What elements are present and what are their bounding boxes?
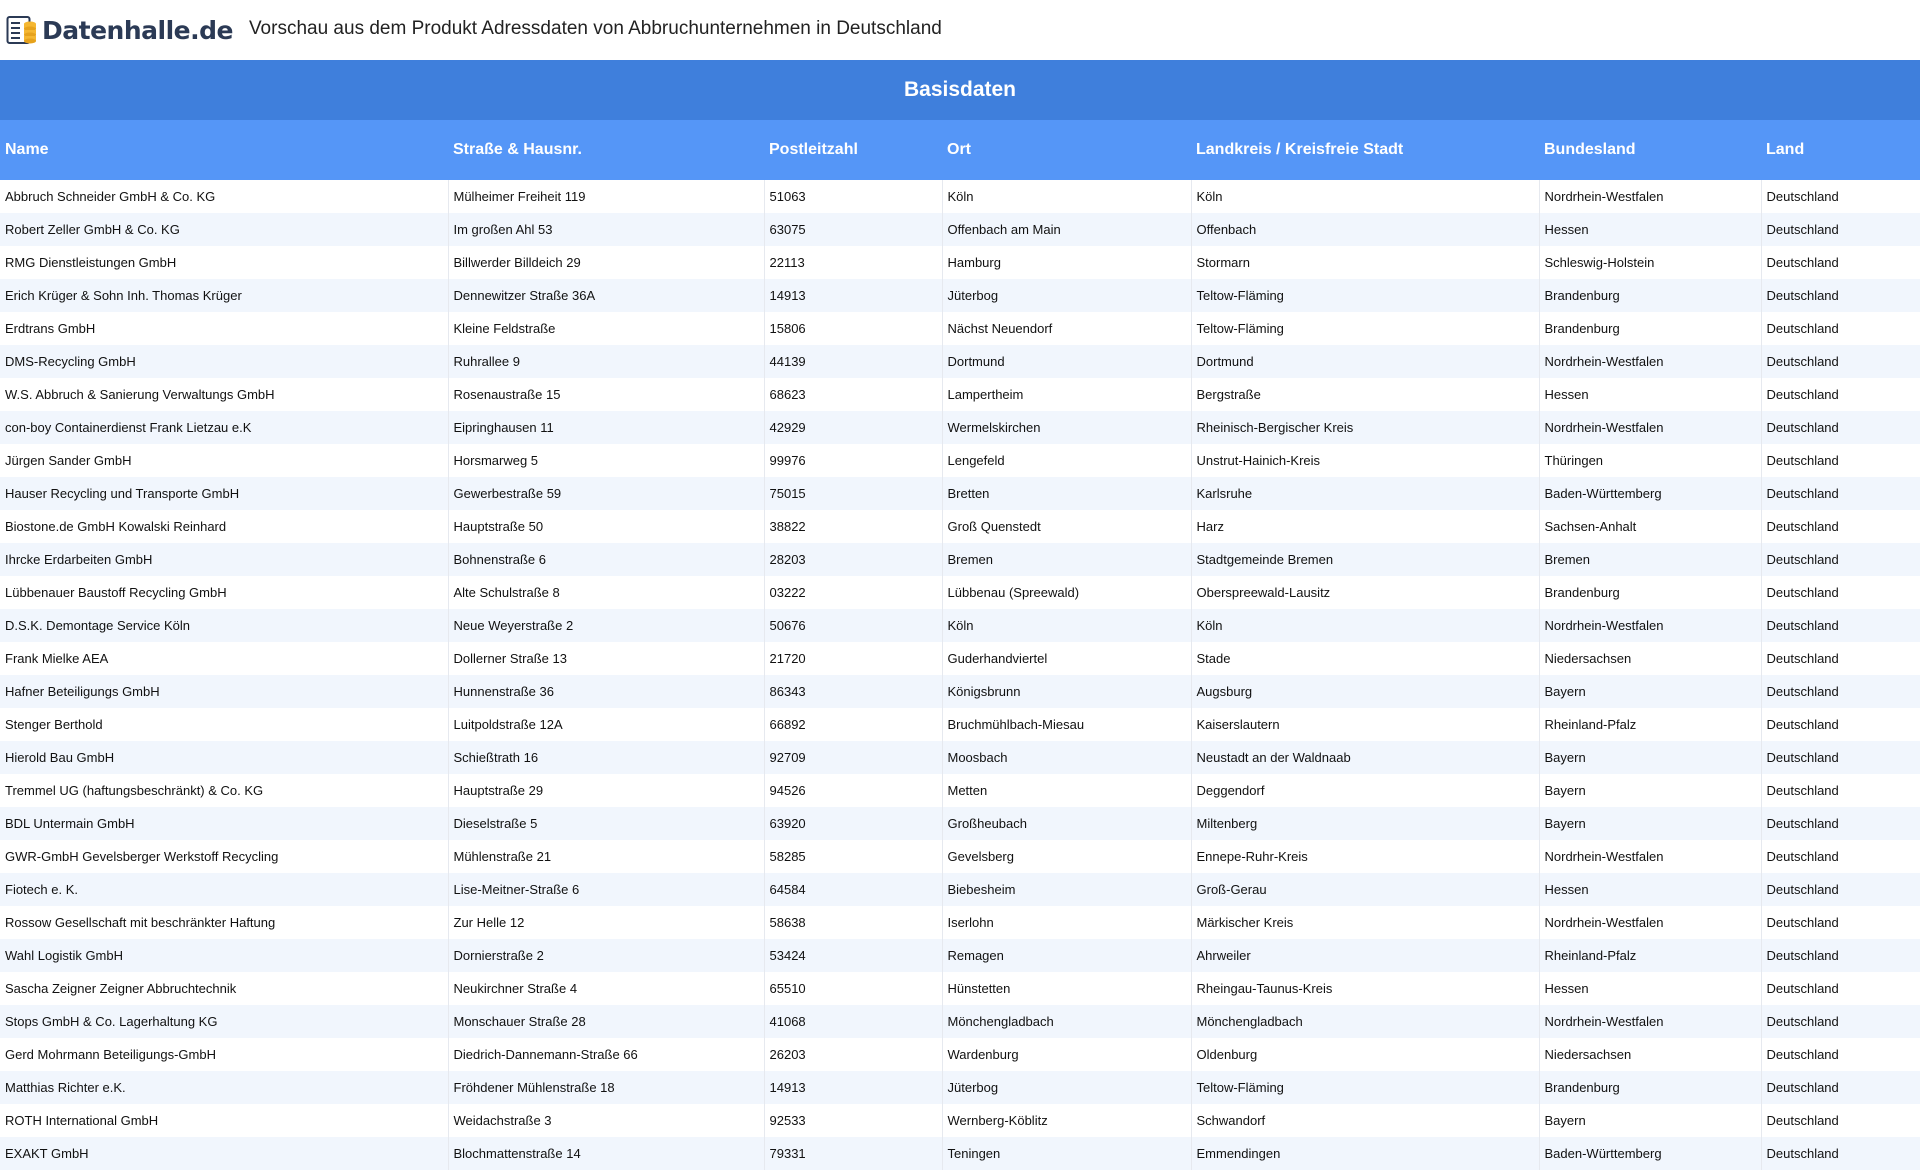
cell-name: Sascha Zeigner Zeigner Abbruchtechnik [0, 972, 448, 1005]
column-header-city[interactable]: Ort [942, 120, 1191, 180]
cell-postal-code: 66892 [764, 708, 942, 741]
cell-country: Deutschland [1761, 246, 1920, 279]
cell-postal-code: 26203 [764, 1038, 942, 1071]
cell-street: Im großen Ahl 53 [448, 213, 764, 246]
cell-street: Dennewitzer Straße 36A [448, 279, 764, 312]
table-row [0, 510, 1920, 543]
table-row [0, 213, 1920, 246]
cell-country: Deutschland [1761, 1137, 1920, 1170]
cell-postal-code: 53424 [764, 939, 942, 972]
cell-state: Hessen [1539, 972, 1761, 1005]
cell-postal-code: 21720 [764, 642, 942, 675]
cell-street: Gewerbestraße 59 [448, 477, 764, 510]
cell-city: Hünstetten [942, 972, 1191, 1005]
cell-city: Moosbach [942, 741, 1191, 774]
cell-street: Zur Helle 12 [448, 906, 764, 939]
cell-street: Billwerder Billdeich 29 [448, 246, 764, 279]
cell-district: Groß-Gerau [1191, 873, 1539, 906]
cell-city: Remagen [942, 939, 1191, 972]
cell-district: Teltow-Fläming [1191, 279, 1539, 312]
table-row [0, 609, 1920, 642]
cell-city: Offenbach am Main [942, 213, 1191, 246]
cell-country: Deutschland [1761, 576, 1920, 609]
cell-country: Deutschland [1761, 543, 1920, 576]
cell-street: Mühlenstraße 21 [448, 840, 764, 873]
table-row [0, 1005, 1920, 1038]
table-row [0, 1038, 1920, 1071]
cell-district: Augsburg [1191, 675, 1539, 708]
cell-district: Teltow-Fläming [1191, 1071, 1539, 1104]
cell-city: Teningen [942, 1137, 1191, 1170]
cell-name: Frank Mielke AEA [0, 642, 448, 675]
cell-name: con-boy Containerdienst Frank Lietzau e.K [0, 411, 448, 444]
cell-district: Emmendingen [1191, 1137, 1539, 1170]
cell-postal-code: 38822 [764, 510, 942, 543]
cell-postal-code: 58285 [764, 840, 942, 873]
cell-postal-code: 63075 [764, 213, 942, 246]
cell-postal-code: 92709 [764, 741, 942, 774]
cell-district: Kaiserslautern [1191, 708, 1539, 741]
cell-country: Deutschland [1761, 1005, 1920, 1038]
cell-state: Sachsen-Anhalt [1539, 510, 1761, 543]
table-row [0, 873, 1920, 906]
cell-city: Metten [942, 774, 1191, 807]
cell-city: Wernberg-Köblitz [942, 1104, 1191, 1137]
table-row [0, 576, 1920, 609]
cell-country: Deutschland [1761, 1038, 1920, 1071]
cell-street: Ruhrallee 9 [448, 345, 764, 378]
cell-country: Deutschland [1761, 642, 1920, 675]
table-row [0, 543, 1920, 576]
cell-district: Mönchengladbach [1191, 1005, 1539, 1038]
cell-city: Wermelskirchen [942, 411, 1191, 444]
cell-country: Deutschland [1761, 444, 1920, 477]
cell-name: Ihrcke Erdarbeiten GmbH [0, 543, 448, 576]
cell-state: Brandenburg [1539, 279, 1761, 312]
cell-name: Rossow Gesellschaft mit beschränkter Haftung [0, 906, 448, 939]
cell-district: Neustadt an der Waldnaab [1191, 741, 1539, 774]
cell-street: Blochmattenstraße 14 [448, 1137, 764, 1170]
cell-district: Köln [1191, 609, 1539, 642]
column-header-state[interactable]: Bundesland [1539, 120, 1761, 180]
cell-name: Matthias Richter e.K. [0, 1071, 448, 1104]
cell-state: Hessen [1539, 378, 1761, 411]
cell-district: Oldenburg [1191, 1038, 1539, 1071]
cell-postal-code: 75015 [764, 477, 942, 510]
cell-country: Deutschland [1761, 840, 1920, 873]
cell-street: Kleine Feldstraße [448, 312, 764, 345]
cell-state: Thüringen [1539, 444, 1761, 477]
cell-city: Groß Quenstedt [942, 510, 1191, 543]
table-row [0, 708, 1920, 741]
cell-name: Stenger Berthold [0, 708, 448, 741]
table-row [0, 411, 1920, 444]
cell-city: Bremen [942, 543, 1191, 576]
cell-state: Niedersachsen [1539, 642, 1761, 675]
cell-postal-code: 64584 [764, 873, 942, 906]
cell-name: Erdtrans GmbH [0, 312, 448, 345]
cell-city: Lengefeld [942, 444, 1191, 477]
cell-country: Deutschland [1761, 1071, 1920, 1104]
cell-city: Köln [942, 609, 1191, 642]
cell-name: Biostone.de GmbH Kowalski Reinhard [0, 510, 448, 543]
cell-state: Rheinland-Pfalz [1539, 939, 1761, 972]
table-row [0, 1071, 1920, 1104]
cell-state: Schleswig-Holstein [1539, 246, 1761, 279]
cell-district: Schwandorf [1191, 1104, 1539, 1137]
cell-name: Lübbenauer Baustoff Recycling GmbH [0, 576, 448, 609]
cell-country: Deutschland [1761, 345, 1920, 378]
cell-district: Ennepe-Ruhr-Kreis [1191, 840, 1539, 873]
cell-district: Teltow-Fläming [1191, 312, 1539, 345]
cell-street: Neukirchner Straße 4 [448, 972, 764, 1005]
cell-name: GWR-GmbH Gevelsberger Werkstoff Recycling [0, 840, 448, 873]
cell-name: ROTH International GmbH [0, 1104, 448, 1137]
cell-name: Abbruch Schneider GmbH & Co. KG [0, 180, 448, 213]
table-row [0, 477, 1920, 510]
cell-city: Großheubach [942, 807, 1191, 840]
cell-state: Brandenburg [1539, 1071, 1761, 1104]
cell-district: Ahrweiler [1191, 939, 1539, 972]
cell-name: BDL Untermain GmbH [0, 807, 448, 840]
cell-state: Rheinland-Pfalz [1539, 708, 1761, 741]
cell-name: DMS-Recycling GmbH [0, 345, 448, 378]
cell-street: Bohnenstraße 6 [448, 543, 764, 576]
page-title: Vorschau aus dem Produkt Adressdaten von Abbruchunternehmen in Deutschland [248, 18, 942, 39]
cell-city: Guderhandviertel [942, 642, 1191, 675]
column-header-district[interactable]: Landkreis / Kreisfreie Stadt [1191, 120, 1539, 180]
table-row [0, 312, 1920, 345]
cell-name: Hierold Bau GmbH [0, 741, 448, 774]
cell-street: Dornierstraße 2 [448, 939, 764, 972]
cell-country: Deutschland [1761, 180, 1920, 213]
cell-district: Rheinisch-Bergischer Kreis [1191, 411, 1539, 444]
cell-name: Stops GmbH & Co. Lagerhaltung KG [0, 1005, 448, 1038]
cell-district: Dortmund [1191, 345, 1539, 378]
cell-street: Hunnenstraße 36 [448, 675, 764, 708]
cell-state: Nordrhein-Westfalen [1539, 1005, 1761, 1038]
section-title: Basisdaten [903, 78, 1017, 101]
cell-state: Baden-Württemberg [1539, 477, 1761, 510]
cell-postal-code: 22113 [764, 246, 942, 279]
cell-street: Luitpoldstraße 12A [448, 708, 764, 741]
cell-postal-code: 41068 [764, 1005, 942, 1038]
cell-state: Hessen [1539, 213, 1761, 246]
cell-country: Deutschland [1761, 939, 1920, 972]
cell-district: Unstrut-Hainich-Kreis [1191, 444, 1539, 477]
cell-city: Wardenburg [942, 1038, 1191, 1071]
table-row [0, 345, 1920, 378]
cell-district: Bergstraße [1191, 378, 1539, 411]
cell-street: Fröhdener Mühlenstraße 18 [448, 1071, 764, 1104]
cell-postal-code: 14913 [764, 1071, 942, 1104]
database-logo-icon [6, 13, 38, 47]
table-body [0, 180, 1920, 1170]
table-row [0, 675, 1920, 708]
cell-name: RMG Dienstleistungen GmbH [0, 246, 448, 279]
cell-city: Hamburg [942, 246, 1191, 279]
table-row [0, 642, 1920, 675]
cell-postal-code: 50676 [764, 609, 942, 642]
cell-street: Diedrich-Dannemann-Straße 66 [448, 1038, 764, 1071]
cell-street: Rosenaustraße 15 [448, 378, 764, 411]
cell-state: Niedersachsen [1539, 1038, 1761, 1071]
cell-country: Deutschland [1761, 675, 1920, 708]
cell-state: Brandenburg [1539, 576, 1761, 609]
cell-state: Nordrhein-Westfalen [1539, 345, 1761, 378]
cell-postal-code: 03222 [764, 576, 942, 609]
cell-state: Nordrhein-Westfalen [1539, 840, 1761, 873]
cell-city: Iserlohn [942, 906, 1191, 939]
cell-city: Nächst Neuendorf [942, 312, 1191, 345]
top-bar [0, 0, 1920, 60]
cell-city: Bruchmühlbach-Miesau [942, 708, 1191, 741]
cell-name: Robert Zeller GmbH & Co. KG [0, 213, 448, 246]
cell-name: Hauser Recycling und Transporte GmbH [0, 477, 448, 510]
cell-country: Deutschland [1761, 906, 1920, 939]
cell-country: Deutschland [1761, 774, 1920, 807]
cell-street: Dieselstraße 5 [448, 807, 764, 840]
cell-street: Eipringhausen 11 [448, 411, 764, 444]
table-row [0, 939, 1920, 972]
table-header-row [0, 120, 1920, 180]
cell-city: Mönchengladbach [942, 1005, 1191, 1038]
cell-district: Märkischer Kreis [1191, 906, 1539, 939]
cell-city: Lampertheim [942, 378, 1191, 411]
cell-country: Deutschland [1761, 609, 1920, 642]
cell-state: Bayern [1539, 741, 1761, 774]
table-row [0, 1104, 1920, 1137]
cell-district: Oberspreewald-Lausitz [1191, 576, 1539, 609]
cell-postal-code: 94526 [764, 774, 942, 807]
table-row [0, 180, 1920, 213]
cell-city: Jüterbog [942, 279, 1191, 312]
cell-district: Stade [1191, 642, 1539, 675]
column-header-name[interactable]: Name [0, 120, 448, 180]
cell-city: Bretten [942, 477, 1191, 510]
table-row [0, 906, 1920, 939]
cell-postal-code: 68623 [764, 378, 942, 411]
cell-district: Stadtgemeinde Bremen [1191, 543, 1539, 576]
cell-district: Köln [1191, 180, 1539, 213]
cell-district: Stormarn [1191, 246, 1539, 279]
cell-street: Lise-Meitner-Straße 6 [448, 873, 764, 906]
cell-country: Deutschland [1761, 510, 1920, 543]
cell-state: Nordrhein-Westfalen [1539, 180, 1761, 213]
cell-city: Königsbrunn [942, 675, 1191, 708]
cell-country: Deutschland [1761, 972, 1920, 1005]
cell-district: Harz [1191, 510, 1539, 543]
table-row [0, 378, 1920, 411]
address-table [0, 120, 1920, 1170]
cell-street: Mülheimer Freiheit 119 [448, 180, 764, 213]
cell-street: Alte Schulstraße 8 [448, 576, 764, 609]
cell-street: Schießtrath 16 [448, 741, 764, 774]
cell-street: Monschauer Straße 28 [448, 1005, 764, 1038]
cell-country: Deutschland [1761, 213, 1920, 246]
cell-country: Deutschland [1761, 279, 1920, 312]
cell-postal-code: 79331 [764, 1137, 942, 1170]
logo-text: Datenhalle.de [42, 15, 233, 45]
cell-street: Dollerner Straße 13 [448, 642, 764, 675]
cell-country: Deutschland [1761, 741, 1920, 774]
cell-street: Hauptstraße 29 [448, 774, 764, 807]
cell-name: Erich Krüger & Sohn Inh. Thomas Krüger [0, 279, 448, 312]
cell-postal-code: 28203 [764, 543, 942, 576]
cell-street: Weidachstraße 3 [448, 1104, 764, 1137]
cell-city: Biebesheim [942, 873, 1191, 906]
cell-state: Baden-Württemberg [1539, 1137, 1761, 1170]
cell-state: Nordrhein-Westfalen [1539, 906, 1761, 939]
column-header-country[interactable]: Land [1761, 120, 1920, 180]
cell-postal-code: 44139 [764, 345, 942, 378]
cell-state: Brandenburg [1539, 312, 1761, 345]
cell-country: Deutschland [1761, 873, 1920, 906]
cell-name: Wahl Logistik GmbH [0, 939, 448, 972]
cell-postal-code: 65510 [764, 972, 942, 1005]
cell-country: Deutschland [1761, 477, 1920, 510]
cell-name: EXAKT GmbH [0, 1137, 448, 1170]
cell-postal-code: 51063 [764, 180, 942, 213]
cell-country: Deutschland [1761, 1104, 1920, 1137]
cell-district: Rheingau-Taunus-Kreis [1191, 972, 1539, 1005]
cell-state: Bayern [1539, 1104, 1761, 1137]
cell-state: Nordrhein-Westfalen [1539, 411, 1761, 444]
cell-state: Bayern [1539, 675, 1761, 708]
cell-street: Neue Weyerstraße 2 [448, 609, 764, 642]
cell-city: Lübbenau (Spreewald) [942, 576, 1191, 609]
cell-name: Hafner Beteiligungs GmbH [0, 675, 448, 708]
cell-country: Deutschland [1761, 312, 1920, 345]
column-header-street[interactable]: Straße & Hausnr. [448, 120, 764, 180]
cell-state: Bremen [1539, 543, 1761, 576]
cell-street: Horsmarweg 5 [448, 444, 764, 477]
cell-name: Gerd Mohrmann Beteiligungs-GmbH [0, 1038, 448, 1071]
cell-country: Deutschland [1761, 708, 1920, 741]
table-row [0, 774, 1920, 807]
cell-postal-code: 63920 [764, 807, 942, 840]
cell-city: Jüterbog [942, 1071, 1191, 1104]
cell-state: Hessen [1539, 873, 1761, 906]
cell-postal-code: 86343 [764, 675, 942, 708]
cell-name: W.S. Abbruch & Sanierung Verwaltungs GmbH [0, 378, 448, 411]
cell-name: Jürgen Sander GmbH [0, 444, 448, 477]
cell-country: Deutschland [1761, 807, 1920, 840]
cell-postal-code: 15806 [764, 312, 942, 345]
table-row [0, 807, 1920, 840]
cell-postal-code: 99976 [764, 444, 942, 477]
cell-country: Deutschland [1761, 378, 1920, 411]
table-row [0, 1137, 1920, 1170]
cell-name: Fiotech e. K. [0, 873, 448, 906]
cell-postal-code: 58638 [764, 906, 942, 939]
cell-postal-code: 42929 [764, 411, 942, 444]
cell-city: Gevelsberg [942, 840, 1191, 873]
cell-country: Deutschland [1761, 411, 1920, 444]
cell-street: Hauptstraße 50 [448, 510, 764, 543]
table-row [0, 246, 1920, 279]
column-header-postal-code[interactable]: Postleitzahl [764, 120, 942, 180]
cell-state: Bayern [1539, 807, 1761, 840]
cell-name: D.S.K. Demontage Service Köln [0, 609, 448, 642]
cell-name: Tremmel UG (haftungsbeschränkt) & Co. KG [0, 774, 448, 807]
cell-postal-code: 92533 [764, 1104, 942, 1137]
site-logo[interactable] [6, 13, 233, 47]
cell-district: Karlsruhe [1191, 477, 1539, 510]
cell-district: Miltenberg [1191, 807, 1539, 840]
cell-state: Bayern [1539, 774, 1761, 807]
table-row [0, 741, 1920, 774]
table-row [0, 840, 1920, 873]
cell-city: Dortmund [942, 345, 1191, 378]
table-row [0, 279, 1920, 312]
cell-state: Nordrhein-Westfalen [1539, 609, 1761, 642]
cell-district: Deggendorf [1191, 774, 1539, 807]
cell-city: Köln [942, 180, 1191, 213]
section-header [0, 60, 1920, 120]
table-row [0, 972, 1920, 1005]
cell-district: Offenbach [1191, 213, 1539, 246]
table-row [0, 444, 1920, 477]
cell-postal-code: 14913 [764, 279, 942, 312]
